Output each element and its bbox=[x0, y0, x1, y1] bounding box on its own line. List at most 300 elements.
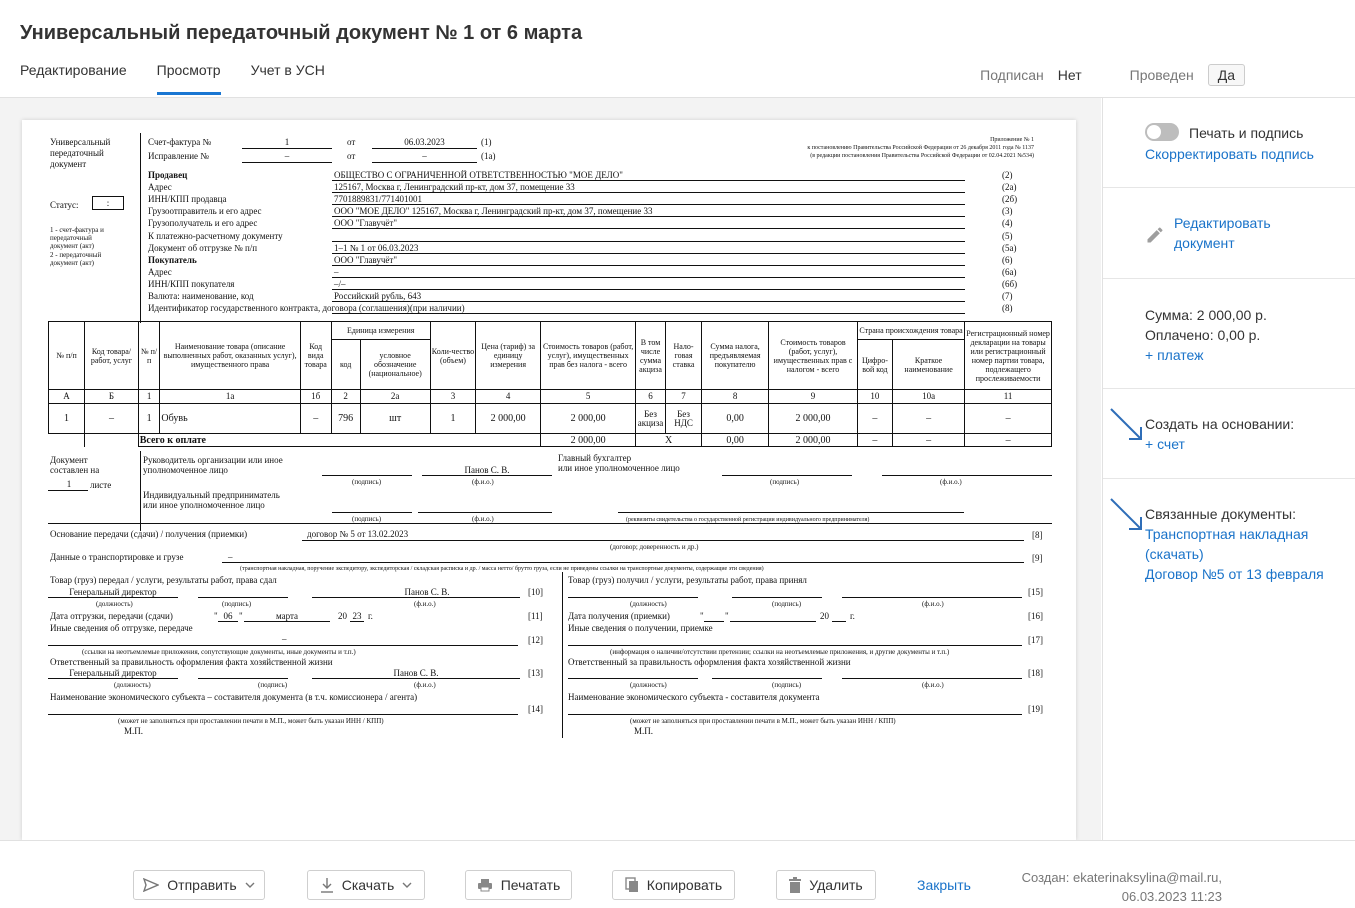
doc-quote-close-2: " bbox=[725, 611, 729, 621]
annotation-arrow-icon-2 bbox=[1107, 495, 1147, 535]
create-based-section bbox=[1103, 389, 1355, 479]
doc-header-label: Продавец bbox=[148, 170, 188, 180]
doc-responsible-label-left: Ответственный за правильность оформления факта хозяйственной жизни bbox=[50, 657, 333, 667]
doc-line bbox=[48, 645, 518, 646]
doc-fio-caption-1: (ф.и.о.) bbox=[472, 478, 494, 486]
doc-header-value: 125167, Москва г, Ленинградский пр-кт, дом 37, помещение 33 bbox=[334, 182, 575, 193]
doc-line bbox=[242, 162, 332, 163]
goods-table bbox=[48, 321, 1052, 447]
related-contract-link[interactable]: Договор №5 от 13 февраля bbox=[1145, 566, 1324, 582]
doc-header-label: ИНН/КПП продавца bbox=[148, 194, 227, 205]
doc-line bbox=[302, 540, 1024, 541]
doc-left-title-2: передаточный bbox=[50, 148, 104, 158]
doc-header-code: (2) bbox=[1002, 170, 1013, 180]
doc-head-name: Панов С. В. bbox=[464, 465, 510, 475]
table-index-cell: 5 bbox=[541, 390, 636, 404]
doc-sign-caption-1: (подпись) bbox=[352, 478, 382, 486]
total-dash-3: – bbox=[965, 434, 1052, 447]
doc-line bbox=[332, 241, 965, 242]
chevron-down-icon bbox=[245, 882, 255, 888]
doc-left-title-1: Универсальный bbox=[50, 137, 111, 147]
doc-transport-value: – bbox=[228, 552, 233, 562]
doc-line bbox=[48, 714, 518, 715]
doc-code-1a: (1а) bbox=[481, 151, 496, 161]
doc-line bbox=[568, 597, 698, 598]
fix-sign-link[interactable]: Скорректировать подпись bbox=[1145, 146, 1314, 162]
table-index-cell: 1а bbox=[160, 390, 300, 404]
doc-header-value: – bbox=[334, 266, 339, 277]
doc-status-note-1c: документ (акт) bbox=[50, 242, 94, 250]
doc-status-note-2a: 2 - передаточный bbox=[50, 251, 102, 259]
table-index-cell: А bbox=[49, 390, 85, 404]
table-index-cell: 3 bbox=[430, 390, 475, 404]
printer-icon bbox=[477, 878, 493, 892]
doc-appendix-2: к постановлению Правительства Российской Федерации от 26 декабря 2011 года № 1137 bbox=[807, 145, 1034, 151]
doc-invoice-label: Счет-фактура № bbox=[148, 137, 212, 147]
related-docs-section bbox=[1103, 479, 1355, 589]
copy-button[interactable] bbox=[612, 870, 735, 900]
total-dash-2: – bbox=[892, 434, 964, 447]
doc-mp-right: М.П. bbox=[634, 726, 654, 736]
doc-head-label-2: уполномоченное лицо bbox=[143, 465, 228, 475]
doc-basis-value: договор № 5 от 13.02.2023 bbox=[307, 529, 409, 539]
th-country-group: Страна происхождения товара bbox=[857, 322, 964, 340]
table-cell: 796 bbox=[331, 404, 360, 434]
tab-edit[interactable]: Редактирование bbox=[20, 62, 127, 78]
doc-code-19: [19] bbox=[1028, 704, 1043, 714]
doc-code-11: [11] bbox=[528, 611, 543, 621]
doc-invoice-date: 06.03.2023 bbox=[404, 137, 445, 147]
doc-line bbox=[48, 597, 178, 598]
doc-header-code: (2а) bbox=[1002, 182, 1017, 193]
doc-line bbox=[350, 621, 364, 622]
doc-header-value: ООО "Главучёт" bbox=[334, 218, 398, 229]
doc-entity-label-right: Наименование экономического субъекта - составителя документа bbox=[568, 692, 820, 702]
th-unit-code: код bbox=[331, 340, 360, 390]
doc-ship-month: марта bbox=[275, 611, 299, 621]
doc-line bbox=[568, 645, 1022, 646]
doc-line bbox=[730, 621, 816, 622]
doc-quote-open-2: " bbox=[700, 611, 704, 621]
doc-transferred-label: Товар (груз) передал / услуги, результаты работ, права сдал bbox=[50, 575, 277, 585]
doc-line bbox=[312, 597, 520, 598]
delete-button-label: Удалить bbox=[809, 877, 863, 893]
doc-header-code: (5а) bbox=[1002, 242, 1017, 253]
doc-transferred-position: Генеральный директор bbox=[69, 587, 157, 597]
doc-composed-1: Документ bbox=[50, 455, 88, 465]
doc-line bbox=[332, 228, 965, 229]
doc-line bbox=[712, 678, 822, 679]
doc-code-17: [17] bbox=[1028, 635, 1043, 645]
doc-line bbox=[722, 475, 852, 476]
doc-sheets-label: листе bbox=[90, 480, 112, 490]
doc-ship-year-suffix: г. bbox=[368, 611, 373, 621]
doc-line bbox=[332, 301, 965, 302]
doc-header-code: (8) bbox=[1002, 303, 1013, 314]
doc-transferred-name: Панов С. В. bbox=[404, 587, 450, 597]
doc-line bbox=[842, 678, 1022, 679]
doc-line bbox=[332, 265, 965, 266]
th-num: № п/п bbox=[49, 322, 85, 390]
doc-appendix-1: Приложение № 1 bbox=[990, 137, 1034, 143]
doc-code-8: [8] bbox=[1032, 530, 1043, 540]
doc-invoice-number: 1 bbox=[284, 137, 290, 147]
doc-entity-label-left: Наименование экономического субъекта – составителя документа (в т.ч. комиссионера / агента) bbox=[50, 692, 418, 702]
print-sign-toggle[interactable] bbox=[1145, 123, 1179, 141]
doc-appendix-3: (в редакции постановления Правительства Российской Федерации от 02.04.2021 №534) bbox=[810, 153, 1034, 159]
print-sign-label: Печать и подпись bbox=[1189, 125, 1304, 141]
table-cell: – bbox=[300, 404, 331, 434]
doc-line bbox=[422, 475, 552, 476]
doc-status-note-2b: документ (акт) bbox=[50, 259, 94, 267]
doc-ip-requisites-caption: (реквизиты свидетельства о государственной регистрации индивидуального предпринимателя) bbox=[626, 517, 870, 523]
table-index-cell: 2 bbox=[331, 390, 360, 404]
doc-line bbox=[198, 597, 288, 598]
th-reg-number: Регистрационный номер декларации на товары или регистрационный номер партии товара, подлежащего прослеживаемости bbox=[965, 322, 1052, 390]
doc-header-value: ООО "МОЕ ДЕЛО" 125167, Москва г, Ленинградский пр-кт, дом 37, помещение 33 bbox=[334, 206, 653, 217]
table-index-cell: 4 bbox=[476, 390, 541, 404]
edit-document-link-2[interactable]: документ bbox=[1174, 235, 1235, 251]
table-cell: – bbox=[892, 404, 964, 434]
doc-quote-close-1: " bbox=[239, 611, 243, 621]
total-tax: 0,00 bbox=[702, 434, 769, 447]
doc-header-value: 1–1 № 1 от 06.03.2023 bbox=[334, 242, 419, 253]
table-index-cell: 1 bbox=[138, 390, 160, 404]
doc-header-label: Покупатель bbox=[148, 254, 197, 265]
bottom-action-bar bbox=[0, 840, 1355, 908]
doc-line bbox=[312, 678, 520, 679]
created-line-1: Создан: ekaterinaksylina@mail.ru, bbox=[1021, 870, 1222, 885]
doc-quote-open-1: " bbox=[214, 611, 218, 621]
doc-header-label: Идентификатор государственного контракта, договора (соглашения)(при наличии) bbox=[148, 303, 465, 314]
doc-line bbox=[372, 162, 477, 163]
doc-header-label: Адрес bbox=[148, 266, 172, 277]
table-cell: шт bbox=[360, 404, 430, 434]
doc-status-note-1a: 1 - счет-фактура и bbox=[50, 226, 104, 234]
doc-correction-number: – bbox=[284, 151, 290, 161]
doc-composed-2: составлен на bbox=[50, 465, 100, 475]
document-page bbox=[22, 120, 1076, 840]
table-cell: Обувь bbox=[160, 404, 300, 434]
doc-header-value: 7701889831/771401001 bbox=[334, 194, 423, 205]
related-waybill-link[interactable]: Транспортная накладная bbox=[1145, 526, 1309, 542]
th-tax-sum: Сумма налога, предъявляемая покупателю bbox=[702, 322, 769, 390]
doc-status-box: : bbox=[92, 196, 124, 210]
total-dash-1: – bbox=[857, 434, 892, 447]
document-preview-area[interactable] bbox=[0, 98, 1101, 840]
posted-label: Проведен bbox=[1129, 67, 1194, 83]
doc-header-value: ООО "Главучёт" bbox=[334, 254, 398, 265]
close-link[interactable]: Закрыть bbox=[917, 877, 971, 893]
table-cell: 1 bbox=[430, 404, 475, 434]
doc-line bbox=[332, 192, 965, 193]
total-cost-no-tax: 2 000,00 bbox=[541, 434, 636, 447]
annotation-arrow-icon bbox=[1107, 405, 1147, 445]
th-code: Код товара/ работ, услуг bbox=[85, 322, 139, 390]
doc-line bbox=[242, 148, 332, 149]
doc-header-code: (5) bbox=[1002, 230, 1013, 241]
doc-receive-year-prefix: 20 bbox=[820, 611, 829, 621]
doc-code-12: [12] bbox=[528, 635, 543, 645]
th-excise: В том числе сумма акциза bbox=[636, 322, 666, 390]
doc-correction-from: от bbox=[347, 151, 356, 161]
doc-line bbox=[704, 621, 724, 622]
create-invoice-link[interactable]: + счет bbox=[1145, 436, 1185, 452]
table-cell: – bbox=[857, 404, 892, 434]
doc-receive-year-suffix: г. bbox=[850, 611, 855, 621]
doc-line bbox=[332, 180, 965, 181]
doc-line bbox=[568, 714, 1022, 715]
doc-line bbox=[418, 512, 552, 513]
th-type-code: Код вида товара bbox=[300, 322, 331, 390]
doc-left-title-3: документ bbox=[50, 159, 87, 169]
tabs bbox=[20, 62, 355, 95]
print-sign-section bbox=[1103, 98, 1355, 188]
download-icon bbox=[320, 877, 334, 893]
doc-accountant-label-2: или иное уполномоченное лицо bbox=[558, 463, 680, 473]
doc-line bbox=[618, 512, 964, 513]
chevron-down-icon bbox=[402, 882, 412, 888]
doc-header-code: (6) bbox=[1002, 254, 1013, 265]
doc-sign-caption-4: (подпись) bbox=[222, 600, 252, 608]
doc-sheets-count: 1 bbox=[66, 479, 72, 489]
doc-entity-caption-right: (может не заполняться при проставлении печати в М.П., может быть указан ИНН / КПП) bbox=[630, 717, 896, 725]
doc-head-label-1: Руководитель организации или иное bbox=[143, 455, 283, 465]
doc-sign-caption-6: (подпись) bbox=[772, 600, 802, 608]
table-index-cell: Б bbox=[85, 390, 139, 404]
doc-sign-divider bbox=[140, 451, 141, 531]
side-panel bbox=[1102, 98, 1355, 840]
doc-accountant-label-1: Главный бухгалтер bbox=[558, 453, 632, 463]
doc-entity-caption-left: (может не заполняться при проставлении печати в М.П., может быть указан ИНН / КПП) bbox=[118, 717, 384, 725]
doc-header-label: Грузополучатель и его адрес bbox=[148, 218, 258, 229]
doc-other-caption-left: (ссылки на неотъемлемые приложения, сопутствующие документы, иные документы и т.п.) bbox=[82, 648, 356, 656]
doc-fio-caption-7: (ф.и.о.) bbox=[922, 681, 944, 689]
doc-code-9: [9] bbox=[1032, 553, 1043, 563]
doc-sign-caption-3: (подпись) bbox=[352, 515, 382, 523]
doc-code-1: (1) bbox=[481, 137, 492, 147]
doc-line bbox=[882, 475, 1052, 476]
doc-line bbox=[322, 475, 412, 476]
doc-line bbox=[832, 621, 846, 622]
table-cell: 0,00 bbox=[702, 404, 769, 434]
th-cost-no-tax: Стоимость товаров (работ, услуг), имущественных прав без налога - всего bbox=[541, 322, 636, 390]
total-with-tax: 2 000,00 bbox=[769, 434, 858, 447]
related-waybill-download-link[interactable]: (скачать) bbox=[1145, 546, 1204, 562]
doc-ship-year-prefix: 20 bbox=[338, 611, 347, 621]
doc-line bbox=[332, 216, 965, 217]
doc-header-label: Валюта: наименование, код bbox=[148, 291, 254, 301]
doc-position-caption-2: (должность) bbox=[114, 681, 151, 689]
th-country-name: Краткое наименование bbox=[892, 340, 964, 390]
send-button-label: Отправить bbox=[167, 877, 237, 893]
doc-line bbox=[48, 490, 88, 491]
doc-line bbox=[48, 678, 178, 679]
tab-usn[interactable]: Учет в УСН bbox=[250, 62, 325, 78]
doc-line bbox=[48, 523, 1052, 524]
doc-basis-label: Основание передачи (сдачи) / получения (приемки) bbox=[50, 529, 248, 539]
table-index-cell: 9 bbox=[769, 390, 858, 404]
doc-fio-caption-6: (ф.и.о.) bbox=[922, 600, 944, 608]
doc-header-value: ОБЩЕСТВО С ОГРАНИЧЕННОЙ ОТВЕТСТВЕННОСТЬЮ "МОЕ ДЕЛО" bbox=[334, 170, 623, 180]
doc-code-10: [10] bbox=[528, 587, 543, 597]
doc-ip-label-1: Индивидуальный предприниматель bbox=[143, 490, 280, 500]
send-icon bbox=[143, 878, 159, 892]
copy-icon bbox=[625, 877, 639, 893]
doc-line bbox=[332, 253, 965, 254]
table-cell: 2 000,00 bbox=[476, 404, 541, 434]
doc-line bbox=[332, 277, 965, 278]
doc-line bbox=[198, 678, 288, 679]
doc-header-code: (6а) bbox=[1002, 266, 1017, 277]
created-line-2: 06.03.2023 11:23 bbox=[1121, 889, 1222, 904]
doc-header-code: (6б) bbox=[1002, 278, 1018, 289]
table-cell: 2 000,00 bbox=[541, 404, 636, 434]
doc-header-label: Документ об отгрузке № п/п bbox=[148, 242, 258, 253]
th-unit-name: условное обозначение (национальное) bbox=[360, 340, 430, 390]
table-total-row bbox=[49, 434, 1052, 447]
table-index-row bbox=[49, 390, 1052, 404]
table-cell: 1 bbox=[49, 404, 85, 434]
doc-ship-year: 23 bbox=[352, 611, 362, 621]
table-cell: – bbox=[85, 404, 139, 434]
doc-fio-caption-4: (ф.и.о.) bbox=[414, 600, 436, 608]
send-button[interactable] bbox=[133, 870, 265, 900]
doc-code-15: [15] bbox=[1028, 587, 1043, 597]
related-label: Связанные документы: bbox=[1145, 506, 1296, 522]
doc-header-code: (3) bbox=[1002, 206, 1013, 217]
doc-line bbox=[332, 289, 965, 290]
doc-correction-date: – bbox=[422, 151, 427, 161]
doc-line bbox=[372, 148, 477, 149]
doc-other-label-right: Иные сведения о получении, приемке bbox=[568, 623, 713, 633]
doc-header-code: (2б) bbox=[1002, 194, 1018, 205]
th-cost-with-tax: Стоимость товаров (работ, услуг), имущественных прав с налогом - всего bbox=[769, 322, 858, 390]
th-country-code: Цифро-вой код bbox=[857, 340, 892, 390]
tab-view[interactable]: Просмотр bbox=[157, 62, 221, 95]
doc-status-note-1b: передаточный bbox=[50, 234, 92, 242]
doc-ship-day: 06 bbox=[223, 611, 233, 621]
pencil-icon bbox=[1145, 225, 1165, 245]
doc-header-label: Адрес bbox=[148, 182, 172, 193]
doc-header-label: Грузоотправитель и его адрес bbox=[148, 206, 262, 217]
th-name: Наименование товара (описание выполненных работ, оказанных услуг), имущественного права bbox=[160, 322, 300, 390]
doc-responsible-label-right: Ответственный за правильность оформления факта хозяйственной жизни bbox=[568, 657, 851, 667]
doc-transport-label: Данные о транспортировке и грузе bbox=[50, 552, 184, 562]
edit-section bbox=[1103, 188, 1355, 279]
doc-correction-label: Исправление № bbox=[148, 151, 209, 161]
doc-line bbox=[332, 313, 965, 314]
table-cell: 1 bbox=[138, 404, 160, 434]
doc-code-18: [18] bbox=[1028, 668, 1043, 678]
table-index-cell: 10 bbox=[857, 390, 892, 404]
doc-other-value-left: – bbox=[282, 634, 287, 644]
edit-document-link-1[interactable]: Редактировать bbox=[1174, 215, 1271, 231]
doc-left-divider bbox=[140, 133, 141, 323]
doc-line bbox=[222, 562, 1024, 563]
paid-label: Оплачено: 0,00 р. bbox=[1145, 327, 1261, 343]
table-index-cell: 8 bbox=[702, 390, 769, 404]
doc-line bbox=[332, 204, 965, 205]
signed-label: Подписан bbox=[980, 67, 1044, 83]
total-empty-1 bbox=[49, 434, 85, 447]
delete-button[interactable] bbox=[776, 870, 876, 900]
doc-position-caption-4: (должность) bbox=[630, 681, 667, 689]
print-button[interactable] bbox=[465, 870, 572, 900]
doc-receive-date-label: Дата получения (приемки) bbox=[568, 611, 670, 621]
table-cell: Без НДС bbox=[665, 404, 701, 434]
doc-header-value: Российский рубль, 643 bbox=[334, 291, 422, 301]
doc-sign-caption-7: (подпись) bbox=[772, 681, 802, 689]
doc-line bbox=[568, 678, 698, 679]
table-cell: – bbox=[965, 404, 1052, 434]
doc-header-code: (7) bbox=[1002, 291, 1013, 301]
doc-center-divider bbox=[562, 572, 563, 738]
add-payment-link[interactable]: + платеж bbox=[1145, 347, 1204, 363]
doc-other-caption-right: (информация о наличии/отсутствии претензии; ссылки на неотъемлемые приложения, и другие документы и т.п.) bbox=[610, 648, 950, 656]
doc-basis-caption: (договор; доверенность и др.) bbox=[610, 543, 699, 551]
doc-sign-caption-5: (подпись) bbox=[258, 681, 288, 689]
print-button-label: Печатать bbox=[500, 877, 561, 893]
doc-line bbox=[842, 597, 1022, 598]
doc-line bbox=[332, 512, 412, 513]
doc-received-label: Товар (груз) получил / услуги, результаты работ, права принял bbox=[568, 575, 807, 585]
table-index-cell: 1б bbox=[300, 390, 331, 404]
download-button[interactable] bbox=[307, 870, 425, 900]
th-price: Цена (тариф) за единицу измерения bbox=[476, 322, 541, 390]
doc-line bbox=[218, 621, 238, 622]
doc-header-label: ИНН/КПП покупателя bbox=[148, 278, 235, 289]
created-info bbox=[1022, 868, 1222, 906]
th-rate: Нало-говая ставка bbox=[665, 322, 701, 390]
trash-icon bbox=[789, 877, 801, 893]
doc-code-13: [13] bbox=[528, 668, 543, 678]
copy-button-label: Копировать bbox=[646, 877, 723, 893]
doc-position-caption-1: (должность) bbox=[96, 600, 133, 608]
table-cell: Без акциза bbox=[636, 404, 666, 434]
table-index-cell: 7 bbox=[665, 390, 701, 404]
doc-position-caption-3: (должность) bbox=[630, 600, 667, 608]
sum-label: Сумма: 2 000,00 р. bbox=[1145, 307, 1267, 323]
table-cell: 2 000,00 bbox=[769, 404, 858, 434]
signed-value[interactable]: Нет bbox=[1057, 67, 1082, 83]
table-row bbox=[49, 404, 1052, 434]
page-title: Универсальный передаточный документ № 1 от 6 марта bbox=[20, 22, 583, 44]
doc-other-label-left: Иные сведения об отгрузке, передаче bbox=[50, 623, 193, 633]
doc-header-label: К платежно-расчетному документу bbox=[148, 230, 283, 241]
th-unit-group: Единица измерения bbox=[331, 322, 430, 340]
total-empty-2 bbox=[85, 434, 139, 447]
th-qty: Коли-чество (объем) bbox=[430, 322, 475, 390]
doc-code-14: [14] bbox=[528, 704, 543, 714]
download-button-label: Скачать bbox=[341, 877, 395, 893]
doc-status-label: Статус: bbox=[50, 200, 79, 210]
total-label: Всего к оплате bbox=[138, 434, 540, 447]
total-excise: X bbox=[636, 434, 702, 447]
doc-fio-caption-5: (ф.и.о.) bbox=[414, 681, 436, 689]
doc-line bbox=[244, 621, 330, 622]
doc-ip-label-2: или иное уполномоченное лицо bbox=[143, 500, 265, 510]
th-pos: № п/п bbox=[138, 322, 160, 390]
doc-fio-caption-3: (ф.и.о.) bbox=[472, 515, 494, 523]
doc-resp-name: Панов С. В. bbox=[393, 668, 439, 678]
table-index-cell: 6 bbox=[636, 390, 666, 404]
doc-ship-date-label: Дата отгрузки, передачи (сдачи) bbox=[50, 611, 173, 621]
posted-toggle-button[interactable]: Да bbox=[1208, 64, 1245, 86]
create-based-label: Создать на основании: bbox=[1145, 416, 1295, 432]
table-index-cell: 11 bbox=[965, 390, 1052, 404]
doc-fio-caption-2: (ф.и.о.) bbox=[940, 478, 962, 486]
